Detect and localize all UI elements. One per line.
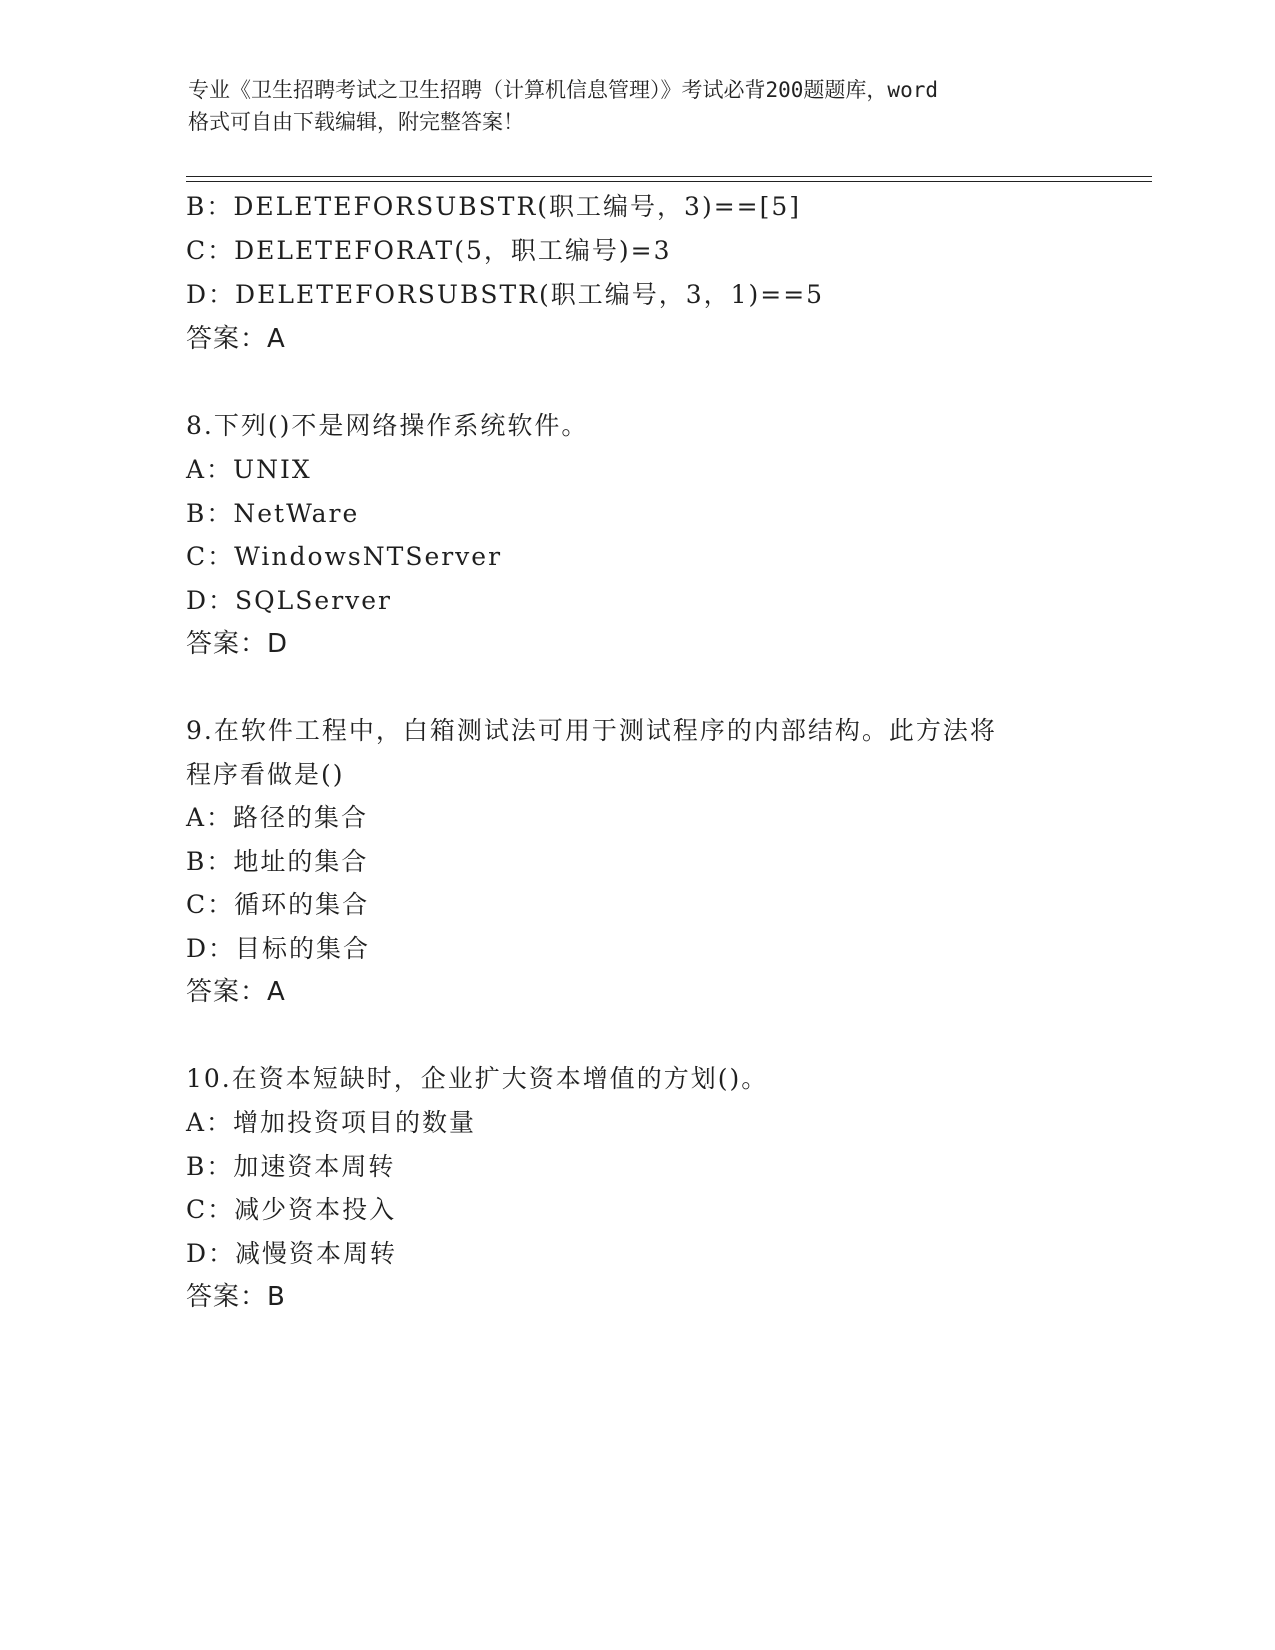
q7-option-d: D：DELETEFORSUBSTR(职工编号，3，1)==5 bbox=[186, 280, 825, 309]
q9-option-a: A：路径的集合 bbox=[186, 803, 369, 832]
q8-option-a: A：UNIX bbox=[186, 455, 312, 484]
q9-answer: 答案：A bbox=[186, 977, 286, 1007]
q10-stem: 10.在资本短缺时，企业扩大资本增值的方划()。 bbox=[186, 1064, 769, 1093]
q10-option-d: D：减慢资本周转 bbox=[186, 1239, 398, 1268]
document-header bbox=[188, 74, 1088, 138]
header-line-2: 格式可自由下载编辑，附完整答案！ bbox=[188, 110, 524, 134]
q10-answer: 答案：B bbox=[186, 1282, 286, 1312]
q7-option-c: C：DELETEFORAT(5，职工编号)=3 bbox=[186, 236, 672, 265]
q8-option-d: D：SQLServer bbox=[186, 586, 393, 615]
q9-option-c: C：循环的集合 bbox=[186, 890, 370, 919]
header-line-1: 专业《卫生招聘考试之卫生招聘（计算机信息管理）》考试必背200题题库，word bbox=[188, 78, 938, 102]
q7-option-b: B：DELETEFORSUBSTR(职工编号，3)==[5] bbox=[186, 192, 802, 221]
q8-option-c: C：WindowsNTServer bbox=[186, 542, 503, 571]
q10-option-c: C：减少资本投入 bbox=[186, 1195, 397, 1224]
q9-option-d: D：目标的集合 bbox=[186, 934, 371, 963]
q9-stem-line-1: 9.在软件工程中，白箱测试法可用于测试程序的内部结构。此方法将 bbox=[186, 716, 997, 745]
q10-option-b: B：加速资本周转 bbox=[186, 1152, 396, 1181]
header-divider-bottom bbox=[186, 181, 1152, 182]
header-divider-top bbox=[186, 176, 1152, 177]
q8-answer: 答案：D bbox=[186, 629, 289, 659]
q7-answer: 答案：A bbox=[186, 324, 286, 354]
q9-stem-line-2: 程序看做是() bbox=[186, 760, 345, 789]
q9-option-b: B：地址的集合 bbox=[186, 847, 369, 876]
q10-option-a: A：增加投资项目的数量 bbox=[186, 1108, 477, 1137]
q8-stem: 8.下列()不是网络操作系统软件。 bbox=[186, 411, 589, 440]
q8-option-b: B：NetWare bbox=[186, 499, 360, 528]
